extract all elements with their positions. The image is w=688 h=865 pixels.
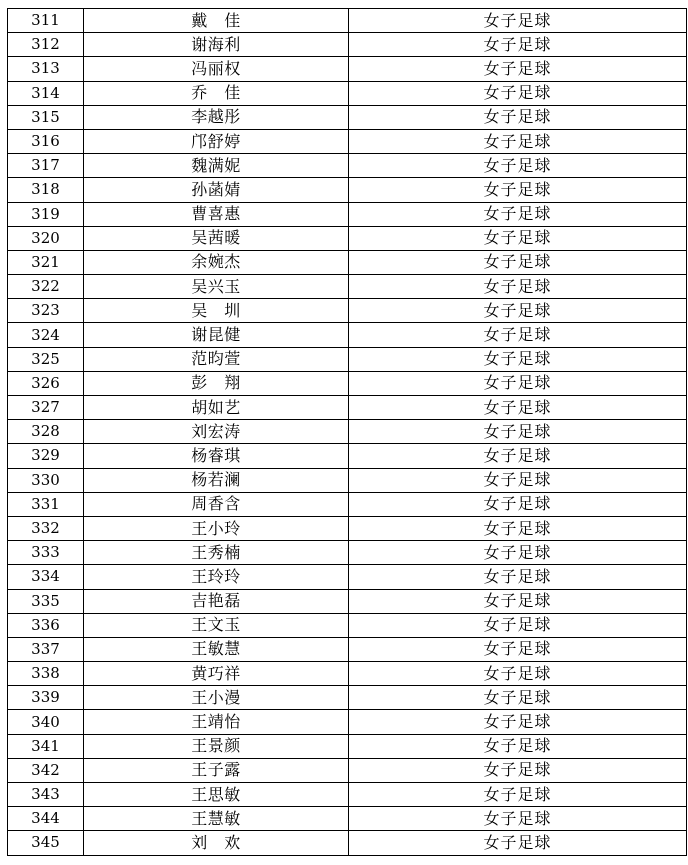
sport-event-cell: 女子足球 [349, 299, 687, 322]
row-number-cell: 328 [8, 420, 84, 443]
sport-event-cell: 女子足球 [349, 323, 687, 346]
row-number-cell: 329 [8, 444, 84, 467]
row-number-cell: 330 [8, 469, 84, 492]
sport-event-cell: 女子足球 [349, 348, 687, 371]
row-number-cell: 336 [8, 614, 84, 637]
sport-event-cell: 女子足球 [349, 227, 687, 250]
athlete-name-cell: 王玲玲 [84, 565, 349, 588]
table-row [8, 57, 687, 81]
athlete-name-cell: 戴 佳 [84, 9, 349, 32]
athlete-name-cell: 余婉杰 [84, 251, 349, 274]
athlete-name-cell: 王小玲 [84, 517, 349, 540]
table-row [8, 831, 687, 855]
sport-event-cell: 女子足球 [349, 493, 687, 516]
athlete-name-cell: 王子露 [84, 759, 349, 782]
row-number-cell: 326 [8, 372, 84, 395]
table-row [8, 348, 687, 372]
sport-event-cell: 女子足球 [349, 541, 687, 564]
sport-event-cell: 女子足球 [349, 662, 687, 685]
athlete-name-cell: 谢海利 [84, 33, 349, 56]
table-row [8, 299, 687, 323]
sport-event-cell: 女子足球 [349, 735, 687, 758]
sport-event-cell: 女子足球 [349, 203, 687, 226]
sport-event-cell: 女子足球 [349, 444, 687, 467]
row-number-cell: 344 [8, 807, 84, 830]
sport-event-cell: 女子足球 [349, 57, 687, 80]
sport-event-cell: 女子足球 [349, 33, 687, 56]
table-row [8, 323, 687, 347]
table-row [8, 372, 687, 396]
row-number-cell: 345 [8, 831, 84, 854]
row-number-cell: 315 [8, 106, 84, 129]
athlete-name-cell: 曹喜惠 [84, 203, 349, 226]
table-row [8, 130, 687, 154]
table-row [8, 9, 687, 33]
athlete-name-cell: 王思敏 [84, 783, 349, 806]
row-number-cell: 324 [8, 323, 84, 346]
table-row [8, 735, 687, 759]
table-row [8, 759, 687, 783]
row-number-cell: 325 [8, 348, 84, 371]
row-number-cell: 314 [8, 82, 84, 105]
athlete-name-cell: 刘宏涛 [84, 420, 349, 443]
athlete-name-cell: 胡如艺 [84, 396, 349, 419]
table-row [8, 590, 687, 614]
sport-event-cell: 女子足球 [349, 396, 687, 419]
table-row [8, 493, 687, 517]
table-row [8, 33, 687, 57]
table-row [8, 614, 687, 638]
sport-event-cell: 女子足球 [349, 9, 687, 32]
table-row [8, 106, 687, 130]
sport-event-cell: 女子足球 [349, 82, 687, 105]
row-number-cell: 338 [8, 662, 84, 685]
table-row [8, 469, 687, 493]
athlete-name-cell: 谢昆健 [84, 323, 349, 346]
table-row [8, 82, 687, 106]
sport-event-cell: 女子足球 [349, 275, 687, 298]
athlete-name-cell: 王文玉 [84, 614, 349, 637]
athlete-name-cell: 吉艳磊 [84, 590, 349, 613]
sport-event-cell: 女子足球 [349, 517, 687, 540]
sport-event-cell: 女子足球 [349, 638, 687, 661]
row-number-cell: 333 [8, 541, 84, 564]
row-number-cell: 342 [8, 759, 84, 782]
sport-event-cell: 女子足球 [349, 565, 687, 588]
athlete-name-cell: 杨睿琪 [84, 444, 349, 467]
athlete-name-cell: 杨若澜 [84, 469, 349, 492]
row-number-cell: 320 [8, 227, 84, 250]
table-row [8, 227, 687, 251]
row-number-cell: 311 [8, 9, 84, 32]
row-number-cell: 327 [8, 396, 84, 419]
row-number-cell: 322 [8, 275, 84, 298]
table-row [8, 251, 687, 275]
athlete-name-cell: 吴茜暖 [84, 227, 349, 250]
sport-event-cell: 女子足球 [349, 807, 687, 830]
table-row [8, 565, 687, 589]
athlete-name-cell: 范昀萱 [84, 348, 349, 371]
row-number-cell: 334 [8, 565, 84, 588]
sport-event-cell: 女子足球 [349, 710, 687, 733]
row-number-cell: 317 [8, 154, 84, 177]
sport-event-cell: 女子足球 [349, 178, 687, 201]
table-row [8, 710, 687, 734]
row-number-cell: 332 [8, 517, 84, 540]
row-number-cell: 337 [8, 638, 84, 661]
table-row [8, 420, 687, 444]
sport-event-cell: 女子足球 [349, 469, 687, 492]
athlete-name-cell: 王秀楠 [84, 541, 349, 564]
table-row [8, 178, 687, 202]
athlete-name-cell: 冯丽权 [84, 57, 349, 80]
row-number-cell: 319 [8, 203, 84, 226]
athlete-name-cell: 孙菡婧 [84, 178, 349, 201]
sport-event-cell: 女子足球 [349, 251, 687, 274]
athlete-name-cell: 王敏慧 [84, 638, 349, 661]
row-number-cell: 313 [8, 57, 84, 80]
athlete-name-cell: 王慧敏 [84, 807, 349, 830]
row-number-cell: 321 [8, 251, 84, 274]
sport-event-cell: 女子足球 [349, 130, 687, 153]
sport-event-cell: 女子足球 [349, 614, 687, 637]
athlete-name-cell: 邝舒婷 [84, 130, 349, 153]
sport-event-cell: 女子足球 [349, 686, 687, 709]
athlete-name-cell: 吴 圳 [84, 299, 349, 322]
table-row [8, 275, 687, 299]
sport-event-cell: 女子足球 [349, 831, 687, 854]
athlete-name-cell: 彭 翔 [84, 372, 349, 395]
row-number-cell: 343 [8, 783, 84, 806]
table-row [8, 203, 687, 227]
row-number-cell: 335 [8, 590, 84, 613]
athlete-name-cell: 王靖怡 [84, 710, 349, 733]
table-row [8, 444, 687, 468]
table-row [8, 662, 687, 686]
sport-event-cell: 女子足球 [349, 420, 687, 443]
athlete-table [7, 8, 687, 856]
table-row [8, 686, 687, 710]
row-number-cell: 316 [8, 130, 84, 153]
table-row [8, 541, 687, 565]
athlete-name-cell: 刘 欢 [84, 831, 349, 854]
athlete-name-cell: 周香含 [84, 493, 349, 516]
table-row [8, 396, 687, 420]
row-number-cell: 340 [8, 710, 84, 733]
row-number-cell: 323 [8, 299, 84, 322]
row-number-cell: 341 [8, 735, 84, 758]
table-row [8, 807, 687, 831]
sport-event-cell: 女子足球 [349, 783, 687, 806]
athlete-name-cell: 乔 佳 [84, 82, 349, 105]
table-row [8, 154, 687, 178]
athlete-name-cell: 王景颜 [84, 735, 349, 758]
athlete-name-cell: 王小漫 [84, 686, 349, 709]
sport-event-cell: 女子足球 [349, 759, 687, 782]
row-number-cell: 318 [8, 178, 84, 201]
table-row [8, 638, 687, 662]
sport-event-cell: 女子足球 [349, 590, 687, 613]
row-number-cell: 331 [8, 493, 84, 516]
table-row [8, 783, 687, 807]
athlete-name-cell: 李越彤 [84, 106, 349, 129]
sport-event-cell: 女子足球 [349, 372, 687, 395]
row-number-cell: 312 [8, 33, 84, 56]
sport-event-cell: 女子足球 [349, 154, 687, 177]
athlete-name-cell: 黄巧祥 [84, 662, 349, 685]
athlete-name-cell: 吴兴玉 [84, 275, 349, 298]
row-number-cell: 339 [8, 686, 84, 709]
sport-event-cell: 女子足球 [349, 106, 687, 129]
table-row [8, 517, 687, 541]
athlete-name-cell: 魏满妮 [84, 154, 349, 177]
